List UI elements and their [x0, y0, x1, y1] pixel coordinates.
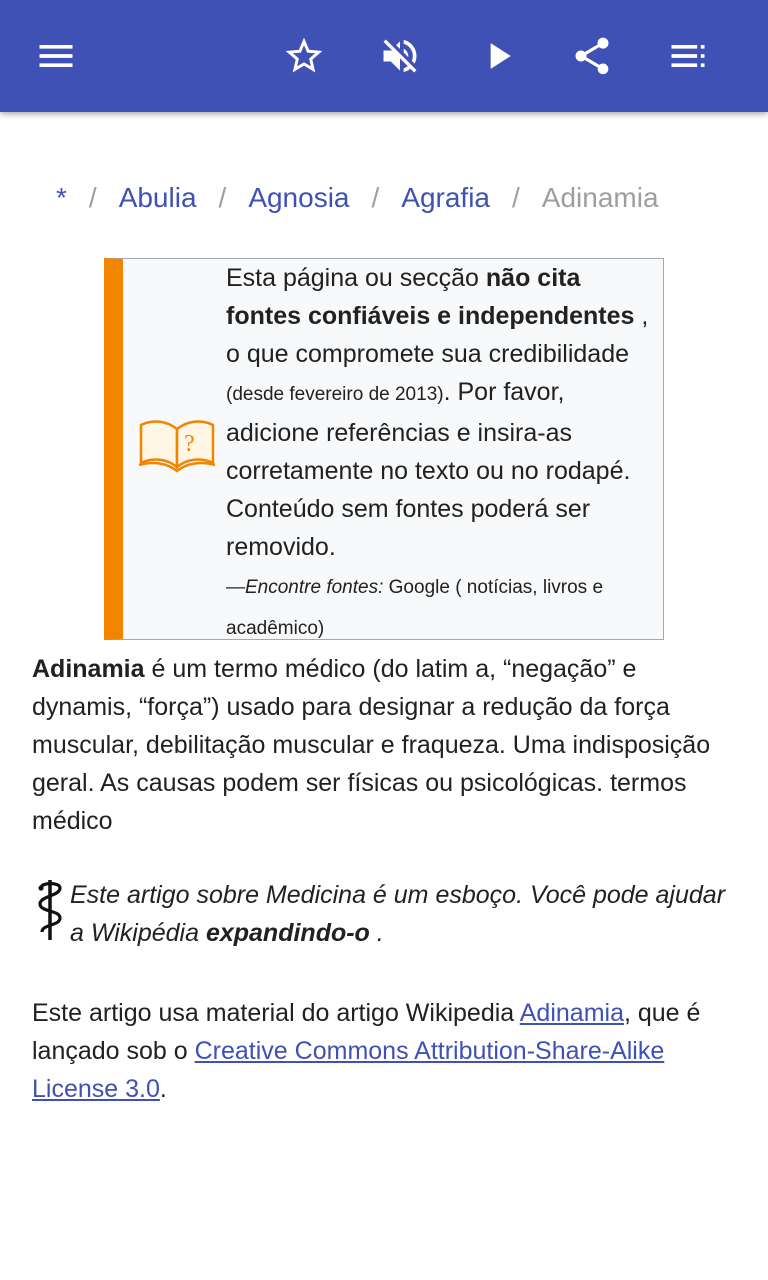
license-text: .	[159, 1075, 167, 1103]
breadcrumb-separator: /	[512, 182, 520, 213]
license-text: , que é lançado sob o	[32, 999, 701, 1065]
caduceus-icon	[30, 878, 70, 942]
svg-text:?: ?	[184, 431, 195, 457]
notice-bold-text: não cita fontes confiáveis e independentes	[226, 264, 635, 330]
license-paragraph	[32, 994, 742, 1108]
breadcrumb-item-home[interactable]: *	[56, 182, 67, 213]
find-sources-line	[226, 577, 603, 639]
play-button[interactable]	[464, 22, 532, 90]
stub-text-end: .	[369, 919, 384, 947]
unsourced-notice-box	[104, 258, 664, 640]
hamburger-menu-icon	[34, 34, 78, 78]
mute-button[interactable]	[366, 22, 434, 90]
share-button[interactable]	[558, 22, 626, 90]
wikipedia-article-link[interactable]: Adinamia	[519, 999, 624, 1027]
article-definition	[32, 650, 742, 840]
play-icon	[476, 34, 520, 78]
share-icon	[570, 34, 614, 78]
breadcrumb-current: Adinamia	[541, 182, 659, 213]
stub-text: Este artigo sobre Medicina é um esboço. Você pode ajudar a Wikipédia	[70, 881, 726, 947]
favorite-button[interactable]	[270, 22, 338, 90]
article-definition-text: é um termo médico (do latim a, “negação” e dynamis, “força”) usado para designar a redução da força muscular, debilitação muscular e fraqueza. Uma indisposição geral. As causas podem ser físicas ou psicológicas. termos médico	[32, 655, 711, 835]
app-toolbar	[0, 0, 768, 112]
book-question-icon	[137, 411, 217, 481]
sources-links[interactable]: Google ( notícias, livros e acadêmico)	[226, 577, 604, 639]
breadcrumb-item-agnosia[interactable]: Agnosia	[248, 182, 350, 213]
breadcrumb-separator: /	[88, 182, 97, 213]
article-term: Adinamia	[32, 655, 145, 683]
notice-text-part: . Por favor, adicione referências e insira-as corretamente no texto ou no rodapé. Conteúdo sem fontes poderá ser removido.	[226, 378, 631, 561]
find-sources-label: Encontre fontes:	[245, 577, 384, 598]
breadcrumb-item-abulia[interactable]: Abulia	[118, 182, 197, 213]
breadcrumb-separator: /	[371, 182, 380, 213]
license-link[interactable]: Creative Commons Attribution-Share-Alike License 3.0	[32, 1037, 665, 1103]
playlist-button[interactable]	[654, 22, 722, 90]
notice-text	[226, 259, 656, 648]
expand-link[interactable]: expandindo-o	[205, 919, 370, 947]
notice-text-part: Esta página ou secção	[226, 264, 486, 292]
breadcrumb-separator: /	[218, 182, 227, 213]
menu-button[interactable]	[22, 22, 90, 90]
breadcrumb	[56, 176, 659, 220]
stub-notice	[70, 876, 730, 952]
notice-text-part: , o que compromete sua credibilidade	[226, 302, 649, 368]
playlist-icon	[666, 34, 710, 78]
volume-off-icon	[378, 34, 422, 78]
breadcrumb-item-agrafia[interactable]: Agrafia	[401, 182, 490, 213]
star-outline-icon	[282, 34, 326, 78]
notice-date: (desde fevereiro de 2013)	[226, 384, 444, 405]
license-text: Este artigo usa material do artigo Wikipedia	[32, 999, 520, 1027]
dash: —	[226, 577, 245, 598]
